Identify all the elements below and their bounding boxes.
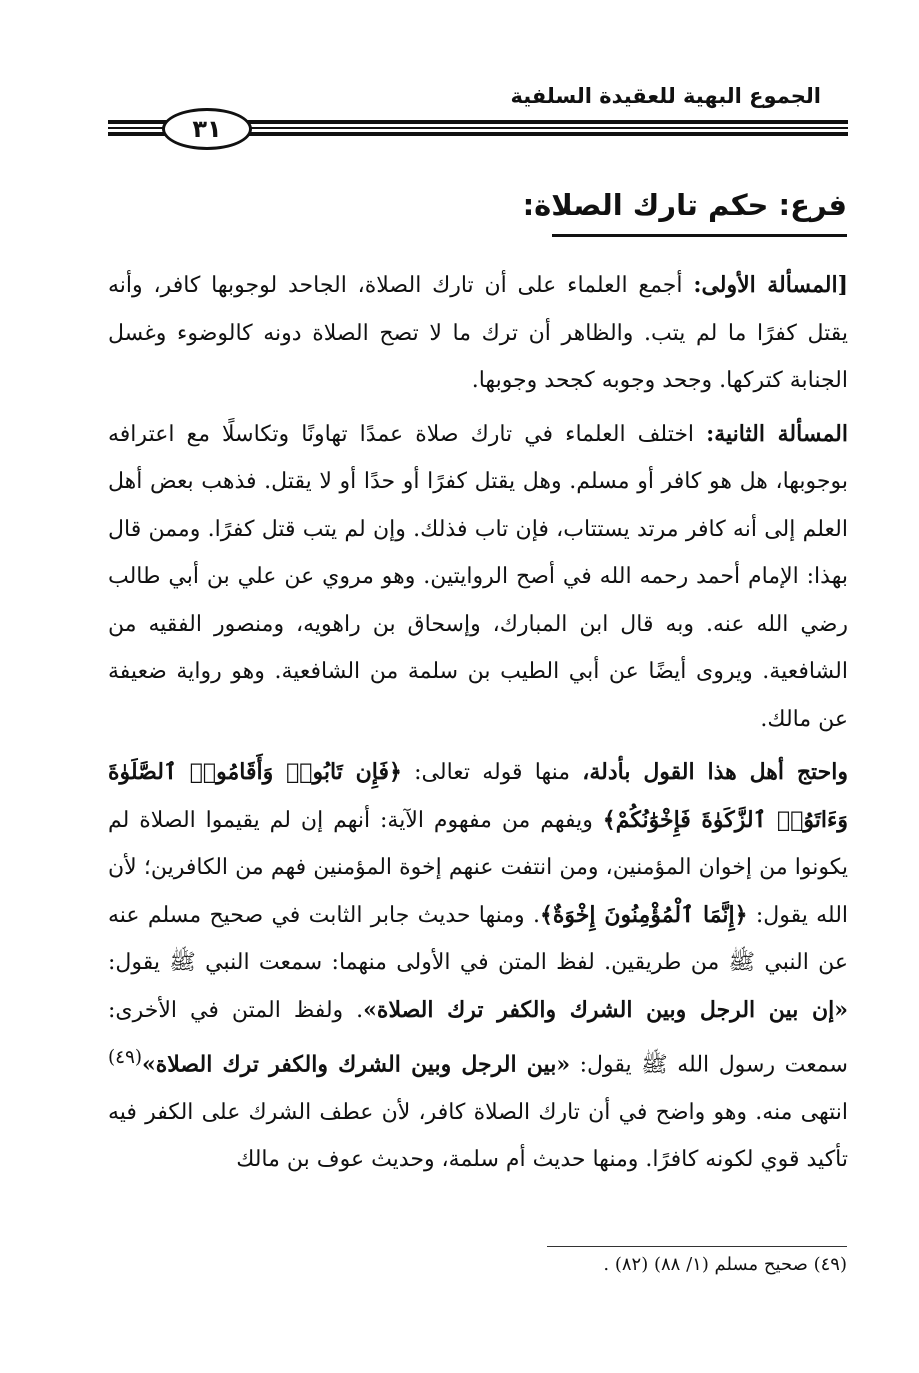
- paragraph: [108, 262, 848, 405]
- section-underline: [552, 234, 847, 237]
- footnote-reference: (٤٩): [108, 1047, 143, 1068]
- hadith-text: «إن بين الرجل وبين الشرك والكفر ترك الصلاة»: [363, 996, 849, 1023]
- footnote: (٤٩) صحيح مسلم (١/ ٨٨) (٨٢) .: [603, 1254, 847, 1275]
- page-number: ٣١: [162, 108, 252, 150]
- paragraph-lead: واحتج أهل هذا القول بأدلة،: [582, 759, 848, 785]
- quran-verse: ﴿فَإِن تَابُوا۟ وَأَقَامُوا۟ ٱلصَّلَوٰةَ وَءَاتَوُا۟ ٱلزَّكَوٰةَ فَإِخْوَٰنُكُمْ﴾: [108, 759, 848, 833]
- paragraph-text: أجمع العلماء على أن تارك الصلاة، الجاحد لوجوبها كافر، وأنه يقتل كفرًا ما لم يتب. والظاهر أن ترك ما لا تصح الصلاة دونه كالوضوء وغسل الجنابة كتركها. وجحد وجوبه كجحد وجوبها.: [108, 273, 848, 393]
- quran-verse: ﴿إِنَّمَا ٱلْمُؤْمِنُونَ إِخْوَةٌ﴾: [539, 901, 748, 928]
- paragraph: [108, 749, 848, 1184]
- paragraph-text: اختلف العلماء في تارك صلاة عمدًا تهاونًا وتكاسلًا مع اعترافه بوجوبها، هل هو كافر أو مسلم. وهل يقتل كفرًا أو حدًا أو لا يقتل. فذهب بعض أهل العلم إلى أنه كافر مرتد يستتاب، فإن تاب فذلك. وإن لم يتب قتل كفرًا. وممن قال بهذا: الإمام أحمد رحمه الله في أصح الروايتين. وهو مروي عن علي بن أبي طالب رضي الله عنه. وبه قال ابن المبارك، وإسحاق بن راهويه، ومنصور الفقيه من الشافعية. ويروى أيضًا عن أبي الطيب بن سلمة من الشافعية. وهو رواية ضعيفة عن مالك.: [108, 421, 848, 732]
- paragraph: [108, 411, 848, 744]
- hadith-text: «بين الرجل وبين الشرك والكفر ترك الصلاة»: [142, 1051, 571, 1078]
- paragraph-lead: المسألة الثانية:: [706, 420, 848, 447]
- paragraph-text: منها قوله تعالى:: [401, 760, 583, 785]
- section-title: فرع: حكم تارك الصلاة:: [522, 188, 847, 222]
- paragraph-lead: [المسألة الأولى:: [693, 272, 849, 298]
- paragraph-text: . ولفظ المتن في الأخرى: سمعت رسول الله ﷺ يقول:: [108, 997, 848, 1078]
- footnote-rule: [547, 1246, 847, 1247]
- paragraph-text: . ومنها حديث جابر الثابت في صحيح مسلم عنه عن النبي ﷺ من طريقين. لفظ المتن في الأولى منهما: سمعت النبي ﷺ يقول:: [108, 902, 848, 975]
- paragraph-text: انتهى منه. وهو واضح في أن تارك الصلاة كافر، لأن عطف الشرك على الكفر فيه تأكيد قوي لكونه كافرًا. ومنها حديث أم سلمة، وحديث عوف بن مالك: [108, 1099, 848, 1173]
- body-text: [108, 262, 848, 1184]
- paragraph-text: ويفهم من مفهوم الآية: أنهم إن لم يقيموا الصلاة لم يكونوا من إخوان المؤمنين، ومن انتفت عنهم إخوة المؤمنين فهم من الكافرين؛ لأن الله يقول:: [108, 807, 849, 928]
- book-title: الجموع البهية للعقيدة السلفية: [510, 84, 821, 108]
